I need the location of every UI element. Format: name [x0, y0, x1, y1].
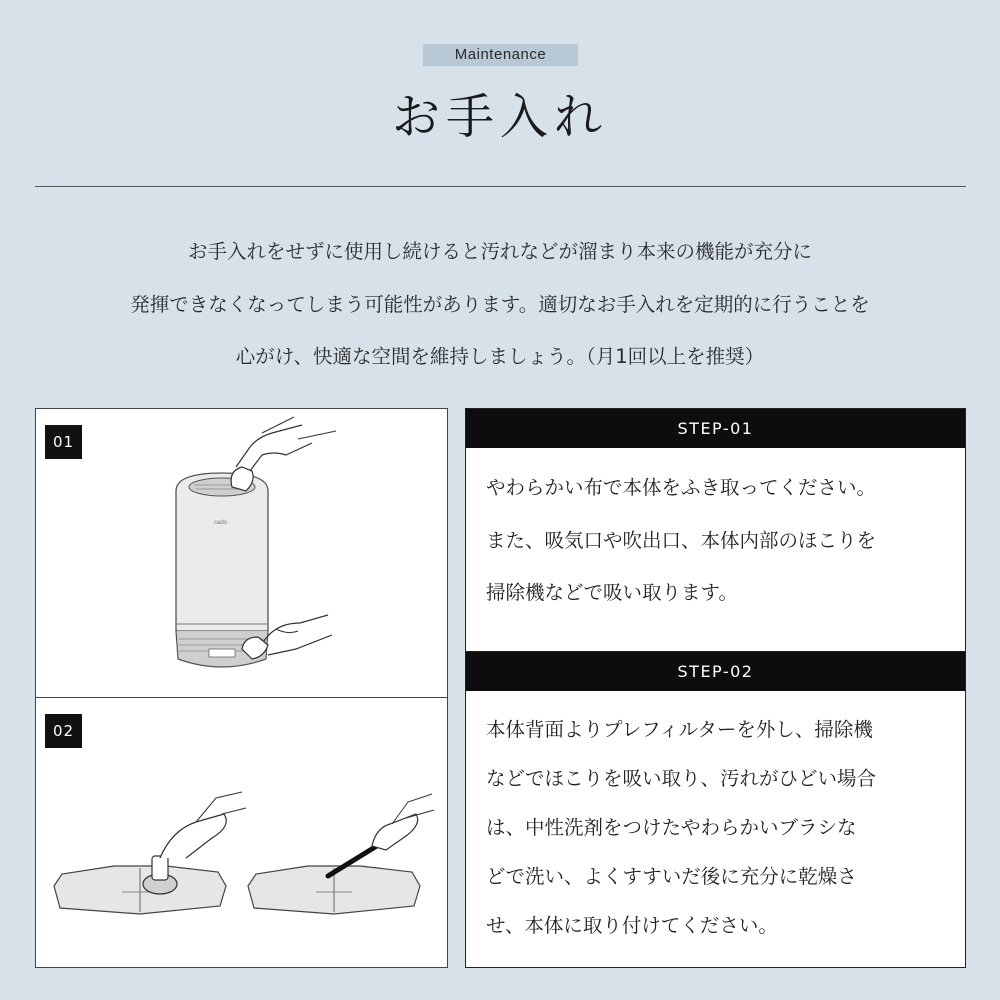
step-card-01: [465, 408, 966, 653]
step-line: などでほこりを吸い取り、汚れがひどい場合: [486, 767, 877, 790]
prefilter-cleaning-illustration: [36, 698, 449, 969]
intro-line: 心がけ、快適な空間を維持しましょう。（月1回以上を推奨）: [235, 345, 765, 368]
step-header: STEP-02: [466, 652, 965, 691]
step-body: [466, 691, 965, 950]
intro-line: 発揮できなくなってしまう可能性があります。適切なお手入れを定期的に行うことを: [130, 292, 870, 316]
step-line: せ、本体に取り付けてください。: [486, 914, 778, 937]
step-line: 掃除機などで吸い取ります。: [486, 581, 738, 604]
divider: [35, 186, 966, 187]
illustration-panel-02: [35, 697, 448, 968]
step-line: また、吸気口や吹出口、本体内部のほこりを: [486, 528, 877, 552]
illustration-panel-01: [35, 408, 448, 698]
step-card-02: [465, 651, 966, 968]
step-line: 本体背面よりプレフィルターを外し、掃除機: [486, 718, 873, 741]
product-logo: cado: [214, 520, 228, 526]
step-header: STEP-01: [466, 409, 965, 448]
page-title: お手入れ: [391, 89, 608, 145]
intro-line: お手入れをせずに使用し続けると汚れなどが溜まり本来の機能が充分に: [187, 240, 812, 263]
air-purifier-cleaning-illustration: [36, 409, 449, 699]
step-line: やわらかい布で本体をふき取ってください。: [486, 476, 877, 499]
step-line: は、中性洗剤をつけたやわらかいブラシな: [486, 816, 857, 839]
step-line: どで洗い、よくすすいだ後に充分に乾燥さ: [486, 865, 857, 888]
intro-text: [30, 226, 970, 384]
step-body: [466, 448, 965, 620]
section-badge: Maintenance: [423, 44, 578, 66]
panel-number: 02: [45, 714, 82, 748]
panel-number: 01: [45, 425, 82, 459]
